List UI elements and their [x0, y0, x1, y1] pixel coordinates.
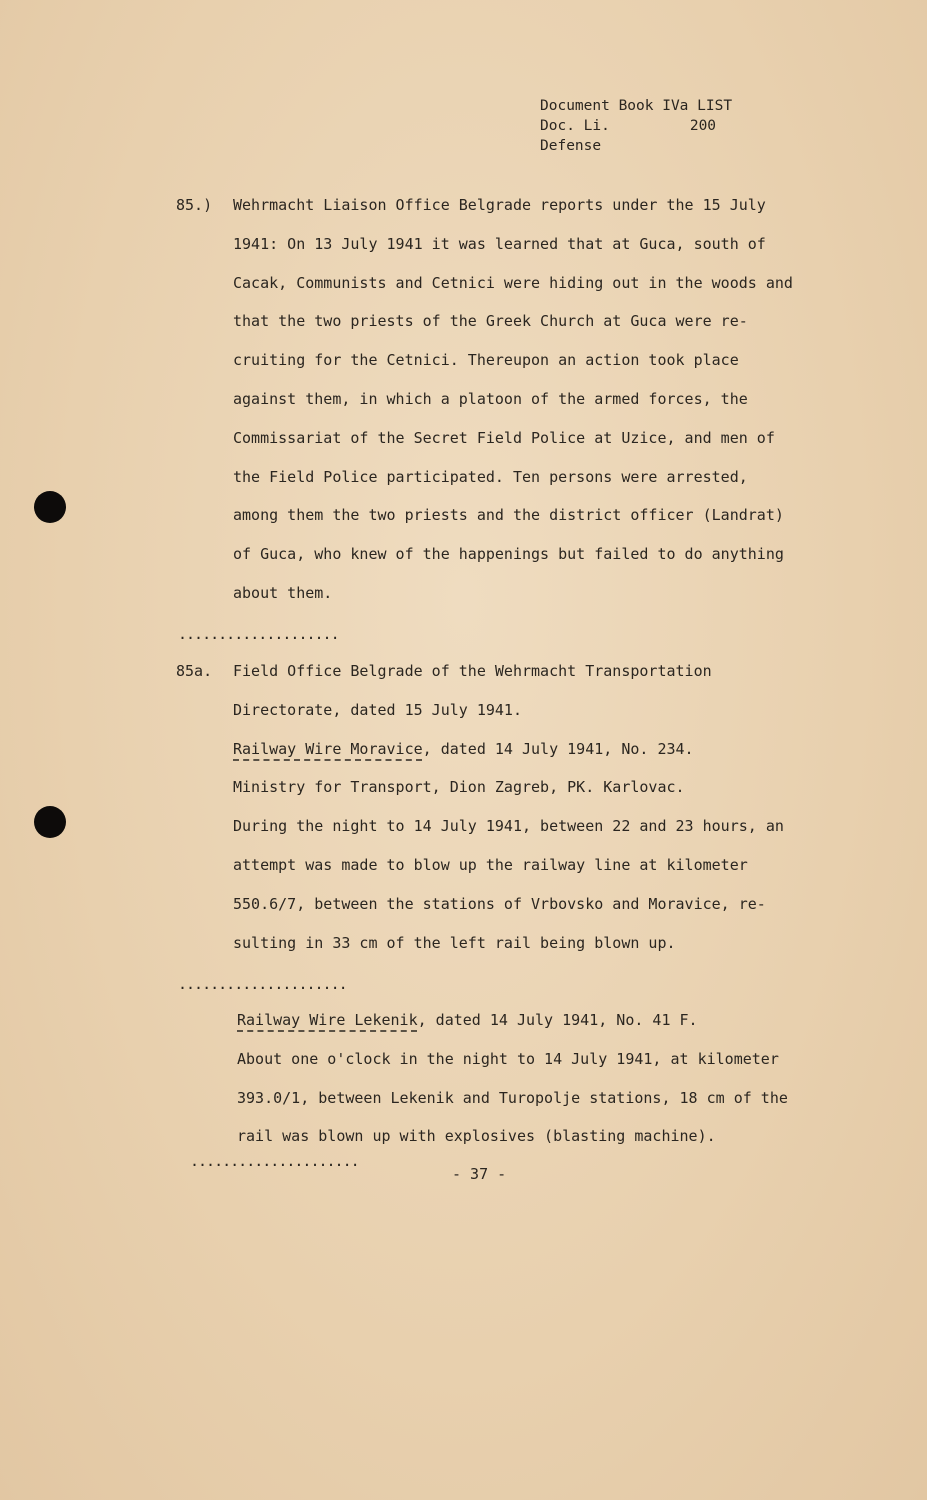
entry-85-number: 85.): [176, 196, 213, 214]
entry-85a-line: Directorate, dated 15 July 1941.: [233, 700, 522, 719]
page-number: - 37 -: [452, 1165, 507, 1183]
entry-85a-body-line: 550.6/7, between the stations of Vrbovsko and Moravice, re-: [233, 894, 766, 913]
entry-85a-body-line: During the night to 14 July 1941, between 22 and 23 hours, an: [233, 817, 784, 836]
entry-85-line: Cacak, Communists and Cetnici were hiding out in the woods and: [233, 273, 793, 292]
document-header: [540, 96, 732, 156]
entry-85-line: Wehrmacht Liaison Office Belgrade reports under the 15 July: [233, 196, 766, 214]
entry-lekenik-body-line: 393.0/1, between Lekenik and Turopolje stations, 18 cm of the: [237, 1088, 788, 1107]
header-doc-label: Doc. Li.: [540, 118, 610, 134]
entry-85a-number: 85a.: [176, 662, 213, 680]
entry-85-line: 1941: On 13 July 1941 it was learned that at Guca, south of: [233, 234, 766, 253]
separator-dots: .....................: [178, 975, 347, 993]
separator-dots: .....................: [190, 1152, 359, 1170]
entry-85-line: among them the two priests and the district officer (Landrat): [233, 506, 784, 525]
entry-85-line: against them, in which a platoon of the armed forces, the: [233, 389, 748, 408]
header-line-3: Defense: [540, 138, 602, 154]
entry-85a-line: Field Office Belgrade of the Wehrmacht Transportation: [233, 662, 712, 680]
entry-85-line: the Field Police participated. Ten persons were arrested,: [233, 467, 748, 486]
entry-lekenik-wire-line: [237, 1001, 847, 1040]
entry-85-line: Commissariat of the Secret Field Police at Uzice, and men of: [233, 428, 775, 447]
wire-title-moravice: Railway Wire Moravice: [233, 739, 423, 758]
punch-hole-bottom: [34, 806, 66, 838]
entry-85a-text: [233, 652, 843, 962]
entry-85-line: cruiting for the Cetnici. Thereupon an action took place: [233, 351, 739, 370]
entry-85-line: that the two priests of the Greek Church at Guca were re-: [233, 312, 748, 331]
entry-85-text: [233, 186, 843, 613]
entry-85-line: of Guca, who knew of the happenings but failed to do anything: [233, 545, 784, 564]
wire-details-lekenik: , dated 14 July 1941, No. 41 F.: [417, 1011, 698, 1029]
entry-85-line: about them.: [233, 583, 333, 602]
entry-lekenik-text: [237, 1001, 847, 1156]
separator-dots: ....................: [178, 625, 339, 643]
wire-details-moravice: , dated 14 July 1941, No. 234.: [422, 739, 694, 758]
entry-85a-wire-line: [233, 730, 843, 769]
entry-lekenik-body-line: rail was blown up with explosives (blasting machine).: [237, 1127, 716, 1146]
entry-85a-line: Ministry for Transport, Dion Zagreb, PK. Karlovac.: [233, 778, 685, 797]
entry-85a-body-line: sulting in 33 cm of the left rail being blown up.: [233, 933, 676, 952]
wire-title-lekenik: Railway Wire Lekenik: [237, 1011, 418, 1029]
punch-hole-top: [34, 491, 66, 523]
header-doc-number: 200: [689, 118, 717, 134]
entry-lekenik-body-line: About one o'clock in the night to 14 July 1941, at kilometer: [237, 1049, 779, 1068]
header-line-2: [540, 116, 732, 136]
header-line-1: Document Book IVa LIST: [540, 98, 733, 114]
entry-85a-body-line: attempt was made to blow up the railway line at kilometer: [233, 855, 748, 874]
